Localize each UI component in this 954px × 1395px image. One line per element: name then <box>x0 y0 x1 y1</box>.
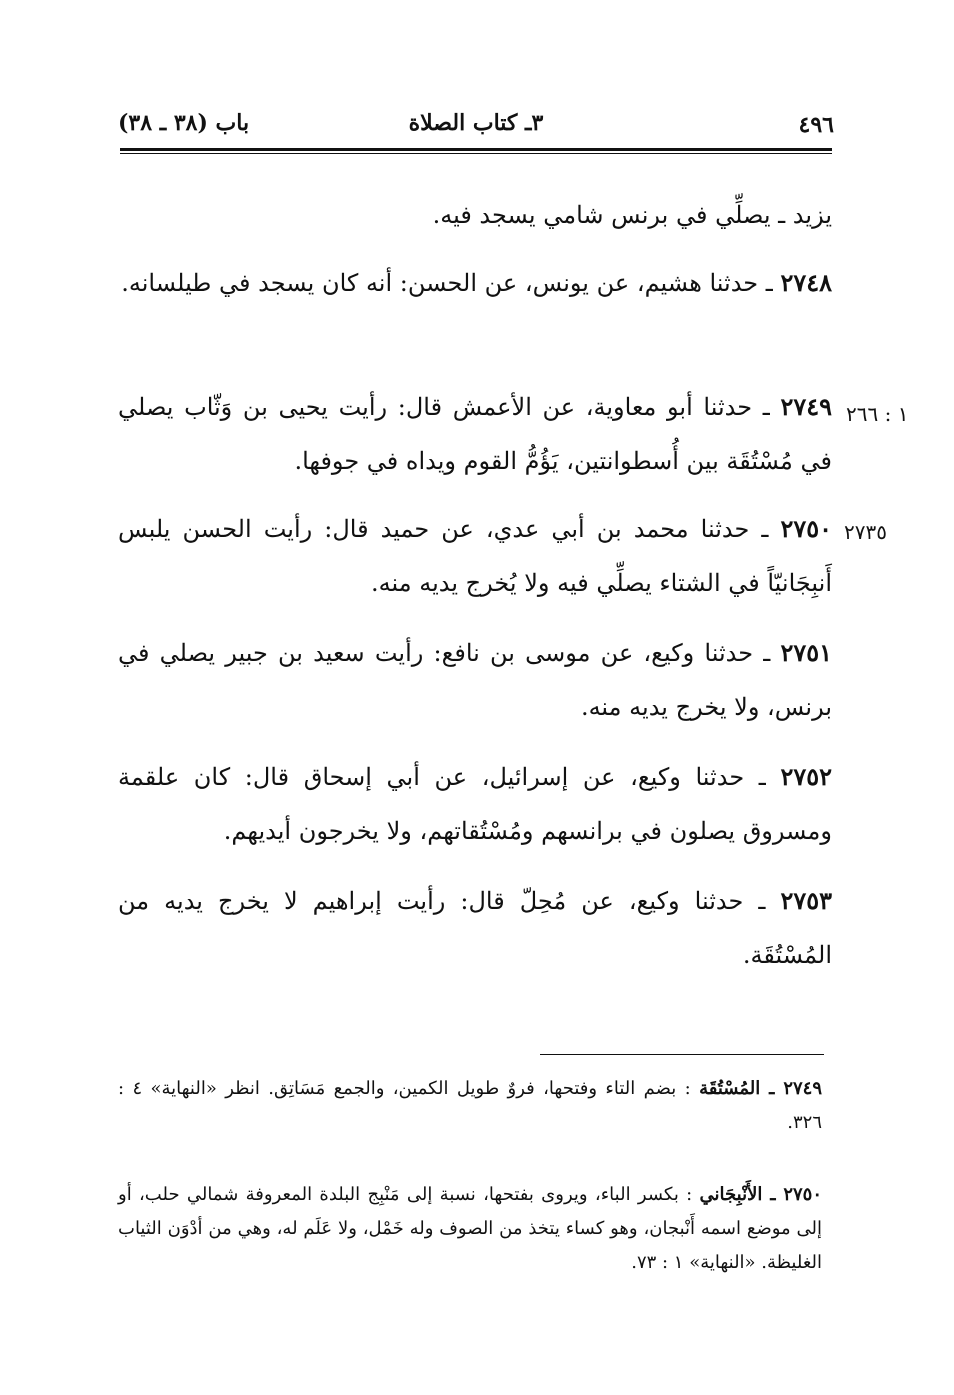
hadith-number: ٢٧٤٨ <box>780 268 832 297</box>
hadith-text: ـ حدثنا أبو معاوية، عن الأعمش قال: رأيت يحيى بن وَثّاب يصلي في مُسْتُقَة بين أُسطوانتين، يَؤُمُّ القوم ويداه في جوفها. <box>118 393 832 475</box>
footnote-text: : بضم التاء وفتحها، فروٌ طويل الكمين، والجمع مَسَاتِق. انظر «النهاية» ٤ : ٣٢٦. <box>118 1078 822 1133</box>
footnote-term: ٢٧٥٠ ـ الأَنْبِجَاني <box>699 1184 822 1205</box>
book-title: ٣ـ كتاب الصلاة <box>408 110 544 136</box>
footnote-text: : بكسر الباء، ويروى بفتحها، نسبة إلى مَنْبِج البلدة المعروفة شمالي حلب، أو إلى موضع اسمه أَنْبجان، وهو كساء يتخذ من الصوف وله خَمْل، ولا عَلَم له، وهي من أدْوَن الثياب الغليظة. «النهاية» ١ : ٧٣. <box>118 1184 822 1273</box>
hadith-2751 <box>118 626 832 734</box>
hadith-2750 <box>118 502 832 610</box>
page-number: ٤٩٦ <box>798 112 834 138</box>
paragraph-continuation <box>118 188 832 242</box>
footnote-rule <box>540 1054 824 1055</box>
hadith-2748 <box>118 256 832 310</box>
hadith-number: ٢٧٥٢ <box>780 762 832 791</box>
hadith-text: ـ حدثنا وكيع، عن مُحِلّ قال: رأيت إبراهيم لا يخرج يديه من المُسْتُقَة. <box>118 887 832 969</box>
hadith-text: ـ حدثنا هشيم، عن يونس، عن الحسن: أنه كان يسجد في طيلسانه. <box>121 269 781 297</box>
hadith-number: ٢٧٤٩ <box>780 392 832 421</box>
margin-reference: ٢٧٣٥ <box>844 520 887 544</box>
margin-reference: ١ : ٢٦٦ <box>846 402 909 426</box>
header-rule-thin <box>120 153 832 154</box>
footnote-2750 <box>118 1178 822 1280</box>
header-rule <box>120 148 832 151</box>
hadith-number: ٢٧٥٣ <box>780 886 832 915</box>
hadith-2753 <box>118 874 832 982</box>
footnote-term: ٢٧٤٩ ـ المُسْتُقَة <box>699 1078 822 1099</box>
hadith-text: ـ حدثنا وكيع، عن موسى بن نافع: رأيت سعيد بن جبير يصلي في برنس، ولا يخرج يديه منه. <box>118 639 832 721</box>
chapter-reference: باب (٣٨ ـ ٣٨) <box>118 110 250 136</box>
paragraph-text: يزيد ـ يصلِّي في برنس شامي يسجد فيه. <box>432 201 832 229</box>
footnote-2749 <box>118 1072 822 1140</box>
hadith-text: ـ حدثنا محمد بن أبي عدي، عن حميد قال: رأيت الحسن يلبس أَنبِجَانيّاً في الشتاء يصلِّي فيه ولا يُخرج يديه منه. <box>118 515 832 597</box>
hadith-number: ٢٧٥٠ <box>780 514 832 543</box>
page-header <box>118 104 834 146</box>
hadith-2749 <box>118 380 832 488</box>
hadith-2752 <box>118 750 832 858</box>
hadith-number: ٢٧٥١ <box>780 638 832 667</box>
hadith-text: ـ حدثنا وكيع، عن إسرائيل، عن أبي إسحاق قال: كان علقمة ومسروق يصلون في برانسهم ومُسْتُقاتهم، ولا يخرجون أيديهم. <box>118 763 832 845</box>
